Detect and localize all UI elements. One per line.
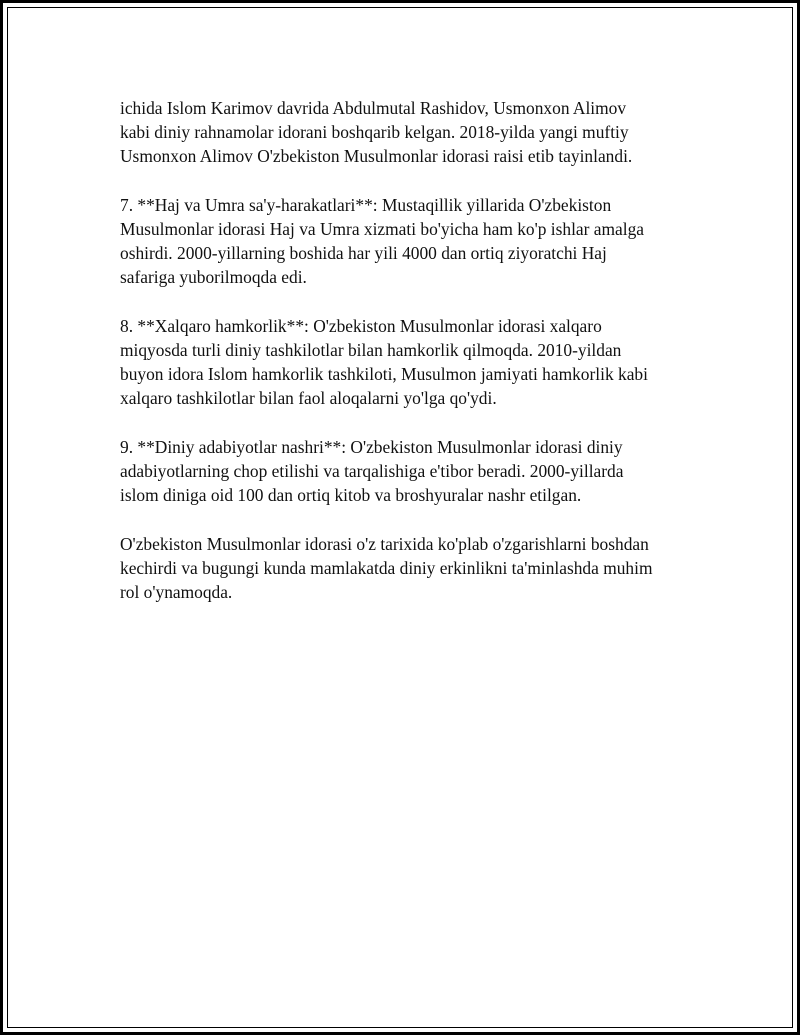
text-line: islom diniga oid 100 dan ortiq kitob va broshyuralar nashr etilgan.	[120, 485, 582, 506]
paragraph-item-7	[120, 193, 720, 290]
text-line: buyon idora Islom hamkorlik tashkiloti, Musulmon jamiyati hamkorlik kabi	[120, 364, 648, 385]
text-line: 8. **Xalqaro hamkorlik**: O'zbekiston Musulmonlar idorasi xalqaro	[120, 315, 602, 336]
text-line: rol o'ynamoqda.	[120, 582, 233, 602]
text-line: 7. **Haj va Umra sa'y-harakatlari**: Mustaqillik yillarida O'zbekiston	[120, 194, 612, 215]
text-line: 9. **Diniy adabiyotlar nashri**: O'zbekiston Musulmonlar idorasi diniy	[120, 436, 623, 457]
paragraph-item-9	[120, 435, 720, 508]
text-line: Usmonxon Alimov O'zbekiston Musulmonlar idorasi raisi etib tayinlandi.	[120, 146, 633, 167]
text-line: xalqaro tashkilotlar bilan faol aloqalarni yo'lga qo'ydi.	[120, 388, 497, 409]
text-line: miqyosda turli diniy tashkilotlar bilan hamkorlik qilmoqda. 2010-yildan	[120, 340, 622, 360]
paragraph-item-8	[120, 314, 720, 411]
text-line: Musulmonlar idorasi Haj va Umra xizmati bo'yicha ham ko'p ishlar amalga	[120, 219, 644, 239]
text-line: ichida Islom Karimov davrida Abdulmutal Rashidov, Usmonxon Alimov	[120, 98, 627, 118]
document-body	[120, 96, 720, 628]
text-line: oshirdi. 2000-yillarning boshida har yili 4000 dan ortiq ziyoratchi Haj	[120, 243, 607, 264]
paragraph-conclusion	[120, 532, 720, 605]
text-line: adabiyotlarning chop etilishi va tarqalishiga e'tibor beradi. 2000-yillarda	[120, 461, 624, 481]
text-line: kechirdi va bugungi kunda mamlakatda diniy erkinlikni ta'minlashda muhim	[120, 557, 653, 578]
text-line: kabi diniy rahnamolar idorani boshqarib kelgan. 2018-yilda yangi muftiy	[120, 122, 629, 143]
text-line: O'zbekiston Musulmonlar idorasi o'z tarixida ko'plab o'zgarishlarni boshdan	[120, 533, 649, 554]
text-line: safariga yuborilmoqda edi.	[120, 267, 307, 288]
paragraph-continuation	[120, 96, 720, 169]
